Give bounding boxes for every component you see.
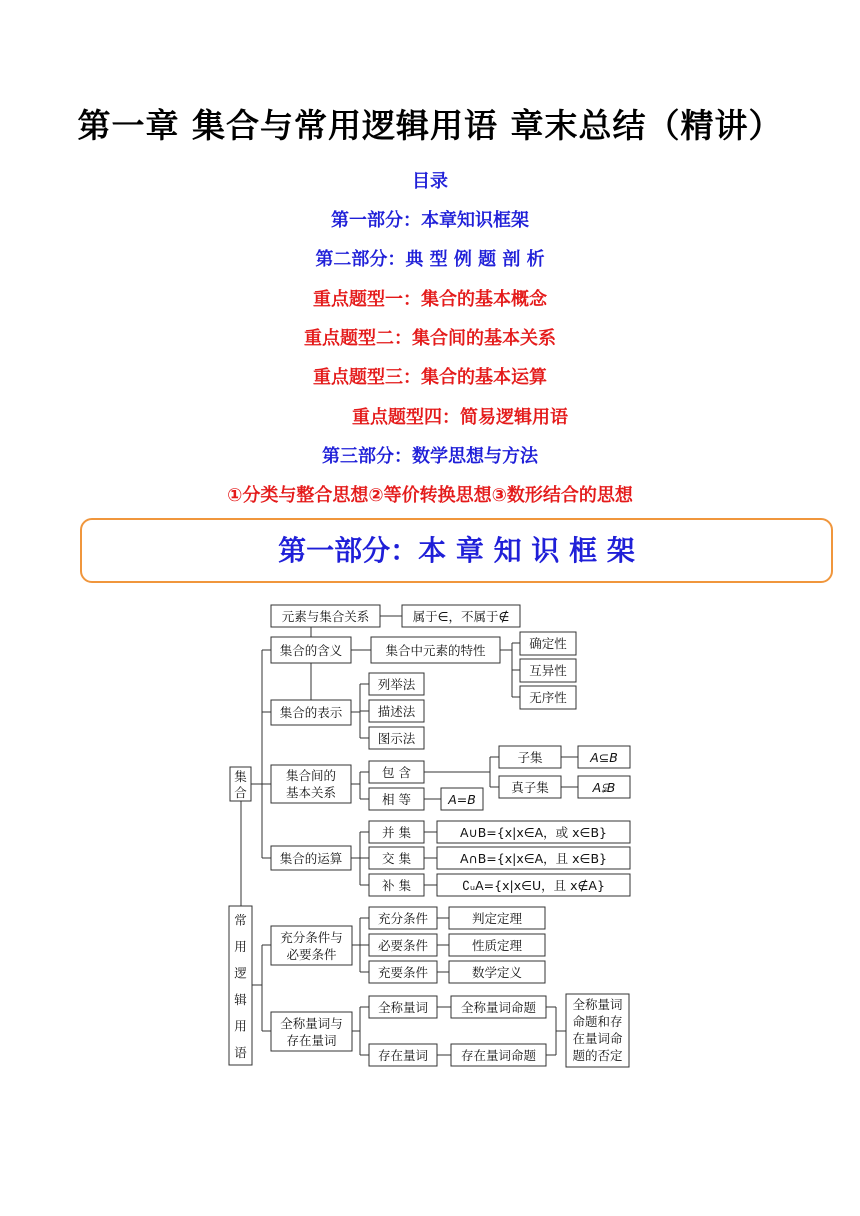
property-label: 互异性 — [529, 663, 567, 678]
node-root-logic-char: 逻 — [234, 965, 247, 981]
toc-item[interactable]: 第二部分：典 型 例 题 剖 析 — [315, 249, 545, 270]
node-relations — [271, 765, 351, 803]
node-universal — [369, 996, 437, 1018]
node-meaning — [271, 637, 351, 663]
toc-item[interactable]: 第三部分：数学思想与方法 — [322, 446, 538, 467]
toc-item[interactable]: 重点题型二：集合间的基本关系 — [304, 328, 556, 349]
node-union-label: 并 集 — [382, 825, 411, 840]
node-intersection-detail — [437, 847, 630, 869]
node-method — [369, 727, 424, 749]
node-root-logic-char: 常 — [234, 912, 247, 928]
node-root-logic — [229, 906, 252, 1065]
node-property — [520, 659, 576, 682]
method-label: 列举法 — [377, 677, 416, 692]
node-equal-detail-label: A=B — [448, 792, 476, 807]
node-negation-line2: 命题和存 — [572, 1014, 623, 1029]
property-label: 无序性 — [529, 690, 567, 705]
node-meaning-label: 集合的含义 — [279, 643, 343, 658]
node-complement-label: 补 集 — [382, 878, 411, 893]
node-subset — [499, 746, 561, 768]
node-sufficient-detail — [449, 907, 545, 929]
node-complement-detail-label: ∁ᵤA={x|x∈U，且 x∉A} — [462, 878, 605, 893]
node-contain — [369, 761, 424, 783]
node-quantifiers — [271, 1012, 352, 1051]
method-label: 图示法 — [377, 731, 416, 746]
node-root-set-char1: 集 — [234, 769, 247, 784]
node-union-detail-label: A∪B={x|x∈A，或 x∈B} — [460, 825, 607, 840]
node-intersection-detail-label: A∩B={x|x∈A，且 x∈B} — [460, 851, 607, 866]
node-intersection-label: 交 集 — [382, 851, 411, 866]
node-negation-line1: 全称量词 — [572, 997, 623, 1012]
node-root-logic-char: 辑 — [234, 991, 247, 1007]
node-negation-line4: 题的否定 — [572, 1048, 623, 1063]
node-equal-label: 相 等 — [382, 792, 411, 807]
node-sufficient-necessary-detail — [449, 961, 545, 983]
node-property — [520, 632, 576, 655]
node-negation-line3: 在量词命 — [572, 1031, 623, 1046]
node-universal-label: 全称量词 — [377, 1000, 429, 1015]
toc-item[interactable]: ①分类与整合思想②等价转换思想③数形结合的思想 — [227, 485, 633, 506]
method-label: 描述法 — [377, 704, 416, 719]
node-representation-label: 集合的表示 — [279, 705, 343, 720]
node-sufficient-necessary-label: 充要条件 — [377, 965, 429, 980]
node-quantifiers-line2: 存在量词 — [286, 1033, 337, 1048]
node-property — [520, 686, 576, 709]
node-element-properties-label: 集合中元素的特性 — [385, 643, 486, 658]
node-union-detail — [437, 821, 630, 843]
toc-heading: 目录 — [412, 171, 448, 192]
node-element-properties — [371, 637, 500, 663]
node-negation — [566, 994, 629, 1067]
node-conditions — [271, 926, 352, 965]
node-operations-label: 集合的运算 — [279, 851, 343, 866]
node-necessary-detail-label: 性质定理 — [471, 938, 523, 953]
node-complement — [369, 874, 424, 896]
node-representation — [271, 700, 351, 725]
node-existential — [369, 1044, 437, 1066]
node-equal — [369, 788, 424, 810]
node-proper-subset-detail-label: A⫋B — [592, 780, 616, 795]
toc-item[interactable]: 重点题型三：集合的基本运算 — [313, 367, 547, 388]
node-method — [369, 700, 424, 722]
node-root-set-char2: 合 — [234, 785, 247, 800]
section-banner: 第一部分：本 章 知 识 框 架 — [80, 518, 833, 583]
node-sufficient-necessary-detail-label: 数学定义 — [471, 965, 523, 980]
node-necessary-label: 必要条件 — [377, 938, 429, 953]
node-union — [369, 821, 424, 843]
node-conditions-line2: 必要条件 — [286, 947, 337, 962]
node-relations-line2: 基本关系 — [285, 785, 337, 800]
node-quantifiers-line1: 全称量词与 — [280, 1016, 343, 1031]
node-proper-subset — [499, 776, 561, 798]
node-method — [369, 673, 424, 695]
node-conditions-line1: 充分条件与 — [280, 930, 343, 945]
node-complement-detail — [437, 874, 630, 896]
node-proper-subset-label: 真子集 — [511, 780, 549, 795]
node-root-logic-char: 用 — [234, 938, 247, 954]
node-sufficient-detail-label: 判定定理 — [471, 911, 523, 926]
page-title: 第一章 集合与常用逻辑用语 章末总结（精讲） — [77, 106, 783, 145]
node-universal-prop — [451, 996, 546, 1018]
node-existential-label: 存在量词 — [377, 1048, 429, 1063]
node-subset-label: 子集 — [517, 750, 543, 765]
node-relations-line1: 集合间的 — [285, 768, 337, 783]
node-element-relation — [271, 605, 380, 627]
node-proper-subset-detail — [578, 776, 630, 798]
node-root-logic-char: 语 — [234, 1044, 247, 1060]
node-subset-detail — [578, 746, 630, 768]
node-existential-prop-label: 存在量词命题 — [460, 1048, 537, 1063]
node-subset-detail-label: A⊆B — [590, 750, 618, 765]
node-root-set — [230, 767, 251, 801]
toc-item[interactable]: 第一部分：本章知识框架 — [331, 210, 529, 231]
toc-item[interactable]: 重点题型四：简易逻辑用语 — [352, 407, 568, 428]
node-necessary-detail — [449, 934, 545, 956]
node-sufficient-necessary — [369, 961, 437, 983]
node-contain-label: 包 含 — [382, 765, 411, 780]
node-root-logic-char: 用 — [234, 1018, 247, 1034]
property-label: 确定性 — [529, 636, 567, 651]
node-element-relation-detail — [402, 605, 520, 627]
node-operations — [271, 846, 351, 870]
node-existential-prop — [451, 1044, 546, 1066]
node-element-relation-label: 元素与集合关系 — [281, 609, 370, 624]
toc-item[interactable]: 重点题型一：集合的基本概念 — [313, 289, 547, 310]
node-intersection — [369, 847, 424, 869]
node-universal-prop-label: 全称量词命题 — [460, 1000, 537, 1015]
node-equal-detail — [441, 788, 483, 810]
node-sufficient-label: 充分条件 — [377, 911, 429, 926]
node-necessary — [369, 934, 437, 956]
node-element-relation-detail-label: 属于∈，不属于∉ — [412, 609, 510, 624]
node-sufficient — [369, 907, 437, 929]
